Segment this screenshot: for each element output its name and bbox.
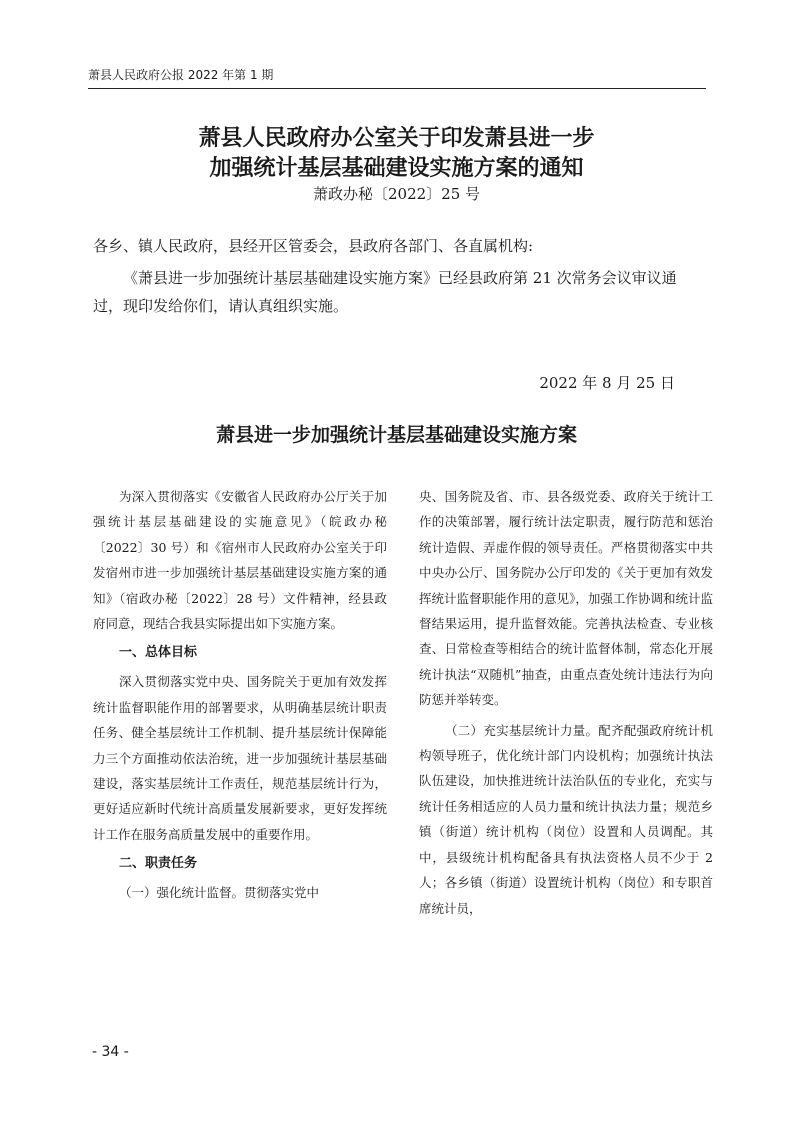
duties-paragraph-start: （一）强化统计监督。贯彻落实党中 (119, 885, 320, 901)
right-column (419, 484, 713, 926)
section-heading-duties: 二、职责任务 (119, 856, 198, 872)
staffing-paragraph: （二）充实基层统计力量。配齐配强政府统计机构领导班子，优化统计部门内设机构；加强统计执法队伍建设，加快推进统计法治队伍的专业化，充实与统计任务相适应的人员力量和统计执法力量；规范乡镇（街道）统计机构（岗位）设置和人员调配。其中，县级统计机构配备具有执法资格人员不少于 2 人；各乡镇（街道）设置统计机构（岗位）和专职首席统计员， (419, 722, 713, 916)
document-number: 萧政办秘〔2022〕25 号 (312, 185, 481, 203)
page-number: - 34 - (92, 1044, 129, 1060)
issue-date: 2022 年 8 月 25 日 (539, 374, 675, 392)
plan-title: 萧县进一步加强统计基层基础建设实施方案 (215, 424, 577, 446)
notice-title-line-1: 萧县人民政府办公室关于印发萧县进一步 (198, 126, 595, 151)
left-column (93, 484, 387, 911)
supervision-paragraph: 央、国务院及省、市、县各级党委、政府关于统计工作的决策部署，履行统计法定职责，履行防范和惩治统计造假、弄虚作假的领导责任。严格贯彻落实中共中央办公厅、国务院办公厅印发的《关于更加有效发挥统计监督职能作用的意见》，加强工作协调和统计监督结果运用，提升监督效能。完善执法检查、专业核查、日常检查等相结合的统计监督体制，常态化开展统计执法“双随机”抽查，由重点查处统计违法行为向防惩并举转变。 (419, 489, 713, 708)
notice-body: 《萧县进一步加强统计基层基础建设实施方案》已经县政府第 21 次常务会议审议通过，现印发给你们，请认真组织实施。 (93, 269, 677, 315)
running-title: 萧县人民政府公报 2022 年第 1 期 (88, 68, 274, 82)
notice-title-line-2: 加强统计基层基础建设实施方案的通知 (209, 156, 584, 181)
general-goal-paragraph: 深入贯彻落实党中央、国务院关于更加有效发挥统计监督职能作用的部署要求，从明确基层统计职责任务、健全基层统计工作机制、提升基层统计保障能力三个方面推动依法治统，进一步加强统计基层基础建设，落实基层统计工作责任，规范基层统计行为，更好适应新时代统计高质量发展新要求，更好发挥统计工作在服务高质量发展中的重要作用。 (93, 674, 387, 842)
section-heading-general-goal: 一、总体目标 (119, 645, 198, 661)
plan-intro: 为深入贯彻落实《安徽省人民政府办公厅关于加强统计基层基础建设的实施意见》（皖政办秘〔2022〕30 号）和《宿州市人民政府办公室关于印发宿州市进一步加强统计基层基础建设实施方案的通知》（宿政办秘〔2022〕28 号）文件精神，经县政府同意，现结合我县实际提出如下实施方案。 (93, 489, 387, 632)
salutation: 各乡、镇人民政府，县经开区管委会，县政府各部门、各直属机构: (93, 237, 534, 255)
running-header (88, 66, 706, 89)
